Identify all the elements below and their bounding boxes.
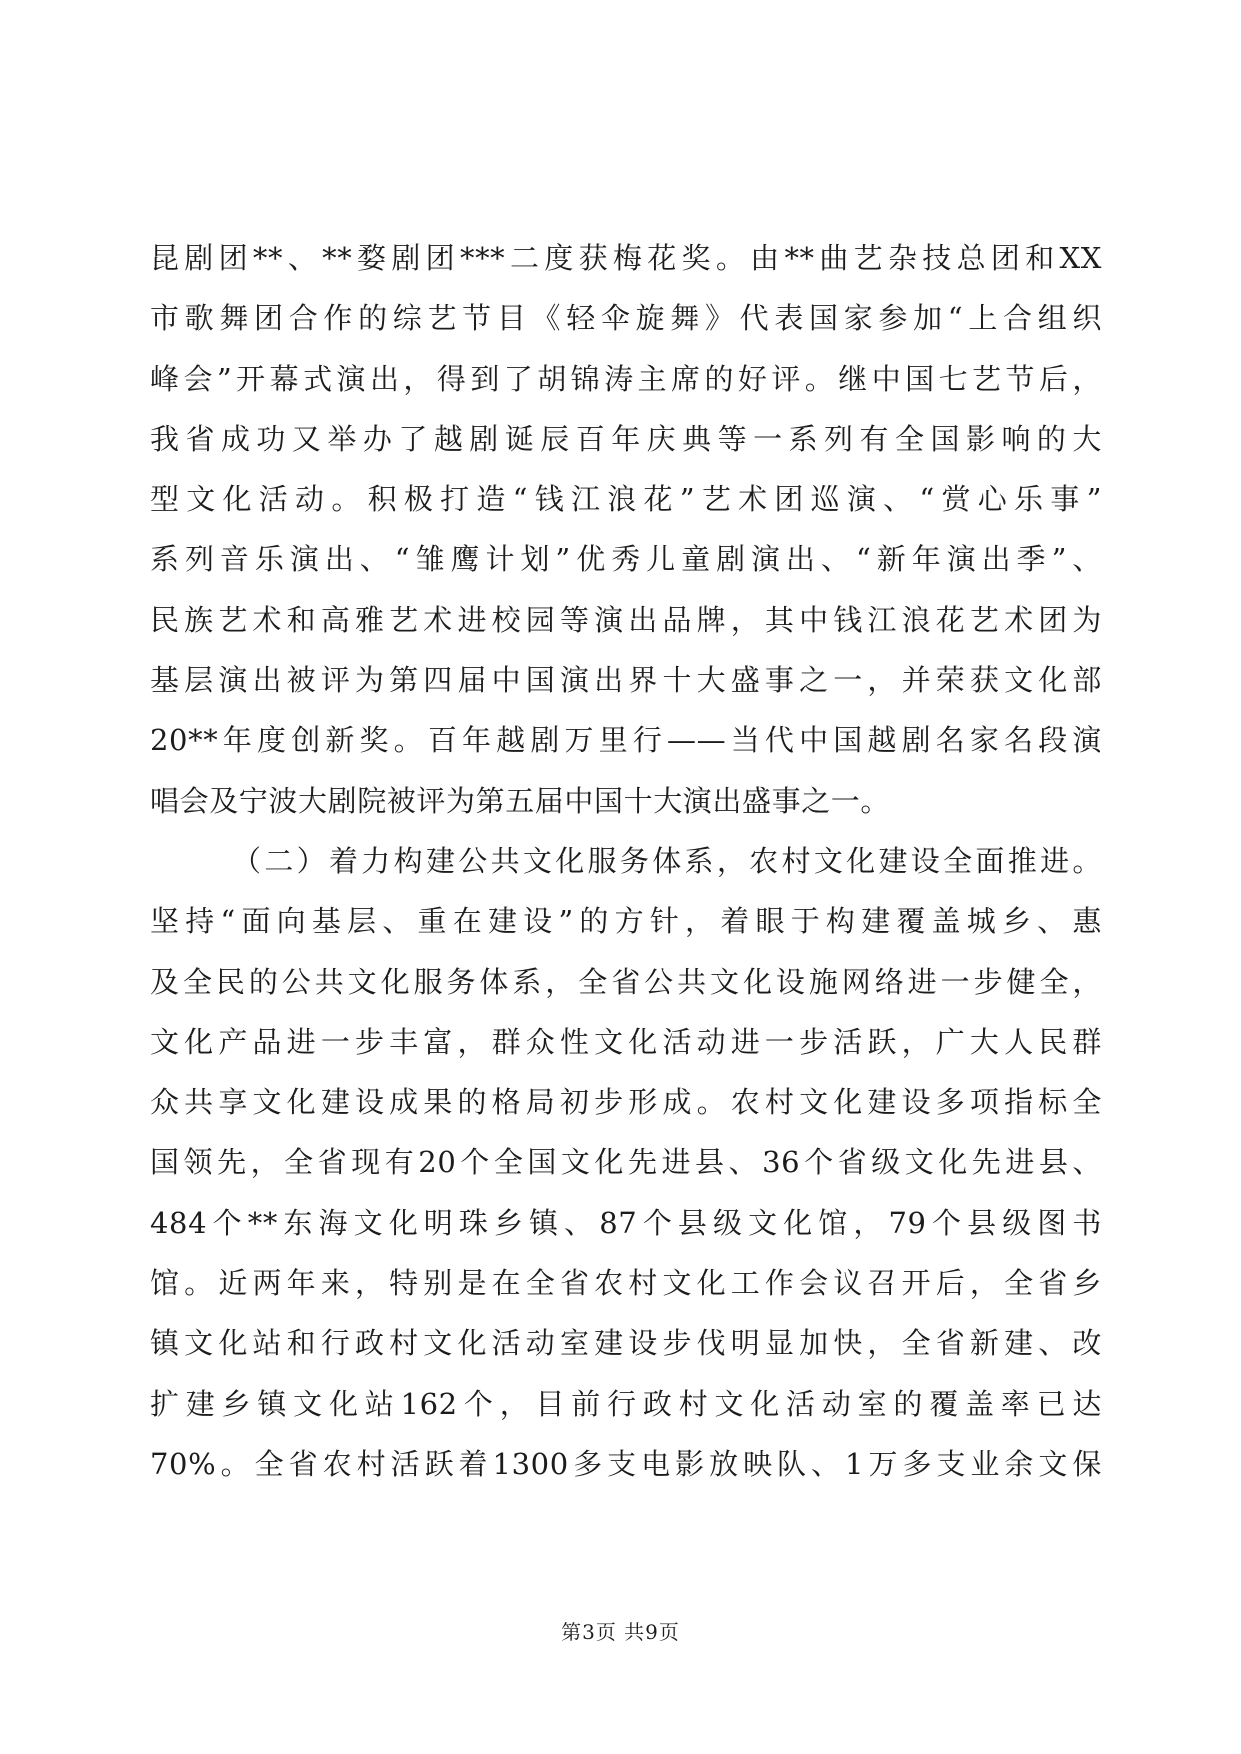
text-line: 我省成功又举办了越剧诞辰百年庆典等一系列有全国影响的大: [150, 421, 1102, 456]
text-line: 唱会及宁波大剧院被评为第五届中国十大演出盛事之一。: [150, 783, 891, 818]
text-line: 扩建乡镇文化站162个，目前行政村文化活动室的覆盖率已达: [150, 1386, 1102, 1421]
text-line: 民族艺术和高雅艺术进校园等演出品牌，其中钱江浪花艺术团为: [150, 602, 1102, 637]
text-line: 镇文化站和行政村文化活动室建设步伐明显加快，全省新建、改: [150, 1326, 1102, 1361]
text-line: 及全民的公共文化服务体系，全省公共文化设施网络进一步健全，: [150, 964, 1102, 999]
text-line: 众共享文化建设成果的格局初步形成。农村文化建设多项指标全: [150, 1085, 1102, 1120]
text-line: 昆剧团**、**婺剧团***二度获梅花奖。由**曲艺杂技总团和XX: [150, 241, 1102, 275]
text-line: 基层演出被评为第四届中国演出界十大盛事之一，并荣获文化部: [150, 663, 1102, 698]
text-line: 20**年度创新奖。百年越剧万里行——当代中国越剧名家名段演: [150, 723, 1102, 758]
document-body: [150, 228, 1102, 1494]
text-line: 国领先，全省现有20个全国文化先进县、36个省级文化先进县、: [150, 1145, 1102, 1180]
text-line: 市歌舞团合作的综艺节目《轻伞旋舞》代表国家参加“上合组织: [150, 301, 1102, 336]
text-line: 70%。全省农村活跃着1300多支电影放映队、1万多支业余文保: [150, 1446, 1102, 1481]
text-line: 系列音乐演出、“雏鹰计划”优秀儿童剧演出、“新年演出季”、: [150, 542, 1102, 577]
text-line: 馆。近两年来，特别是在全省农村文化工作会议召开后，全省乡: [150, 1266, 1102, 1301]
text-line: 峰会”开幕式演出，得到了胡锦涛主席的好评。继中国七艺节后，: [150, 361, 1102, 396]
text-line: 型文化活动。积极打造“钱江浪花”艺术团巡演、“赏心乐事”: [150, 482, 1102, 517]
text-line: 坚持“面向基层、重在建设”的方针，着眼于构建覆盖城乡、惠: [150, 904, 1102, 939]
text-line: 文化产品进一步丰富，群众性文化活动进一步活跃，广大人民群: [150, 1024, 1102, 1059]
text-line: 484个**东海文化明珠乡镇、87个县级文化馆，79个县级图书: [150, 1205, 1102, 1240]
page-number-footer: 第3页 共9页: [561, 1620, 680, 1644]
section-heading-line: （二）着力构建公共文化服务体系，农村文化建设全面推进。: [232, 843, 1102, 878]
